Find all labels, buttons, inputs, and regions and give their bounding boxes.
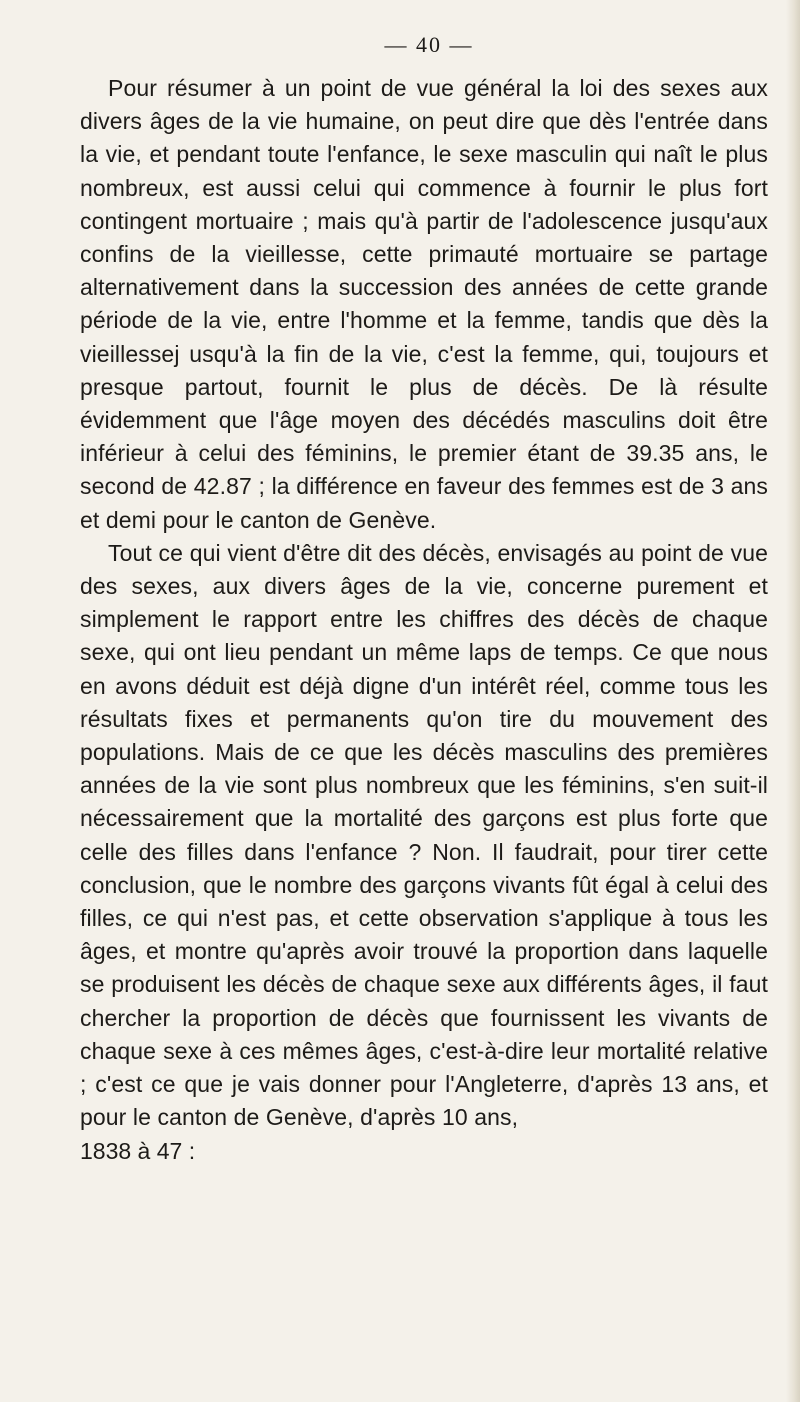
paragraph-sex-mortality-summary: Pour résumer à un point de vue général la loi des sexes aux divers âges de la vie humaine, on peut dire que dès l'entrée dans la vie, et pendant toute l'enfance, le sexe masculin qui naît le plus nombreux, est aussi celui qui commence à fournir le plus fort contingent mortuaire ; mais qu'à partir de l'adolescence jusqu'aux confins de la vieillesse, cette primauté mortuaire se partage alternativement dans la succession des années de cette grande période de la vie, entre l'homme et la femme, tandis que dès la vieillessej usqu'à la fin de la vie, c'est la femme, qui, toujours et presque partout, fournit le plus de décès. De là résulte évidemment que l'âge moyen des décédés masculins doit être inférieur à celui des féminins, le premier étant de 39.35 ans, le second de 42.87 ; la différence en faveur des femmes est de 3 ans et demi pour le canton de Genève. xyxy=(80,75,768,533)
page-edge-shadow xyxy=(786,0,800,1402)
book-page xyxy=(80,28,768,1168)
page-number: — 40 — xyxy=(384,32,474,57)
paragraph-period-line: 1838 à 47 : xyxy=(80,1137,196,1164)
paragraph-relative-mortality: Tout ce qui vient d'être dit des décès, envisagés au point de vue des sexes, aux divers âges de la vie, concerne purement et simplement le rapport entre les chiffres des décès de chaque sexe, qui ont lieu pendant un même laps de temps. Ce que nous en avons déduit est déjà digne d'un intérêt réel, comme tous les résultats fixes et permanents qu'on tire du mouvement des populations. Mais de ce que les décès masculins des premières années de la vie sont plus nombreux que les féminins, s'en suit-il nécessairement que la mortalité des garçons est plus forte que celle des filles dans l'enfance ? Non. Il faudrait, pour tirer cette conclusion, que le nombre des garçons vivants fût égal à celui des filles, ce qui n'est pas, et cette observation s'applique à tous les âges, et montre qu'après avoir trouvé la proportion dans laquelle se produisent les décès de chaque sexe aux différents âges, il faut chercher la proportion de décès que fournissent les vivants de chaque sexe à ces mêmes âges, c'est-à-dire leur mortalité relative ; c'est ce que je vais donner pour l'Angleterre, d'après 13 ans, et pour le canton de Genève, d'après 10 ans, xyxy=(80,539,768,1131)
